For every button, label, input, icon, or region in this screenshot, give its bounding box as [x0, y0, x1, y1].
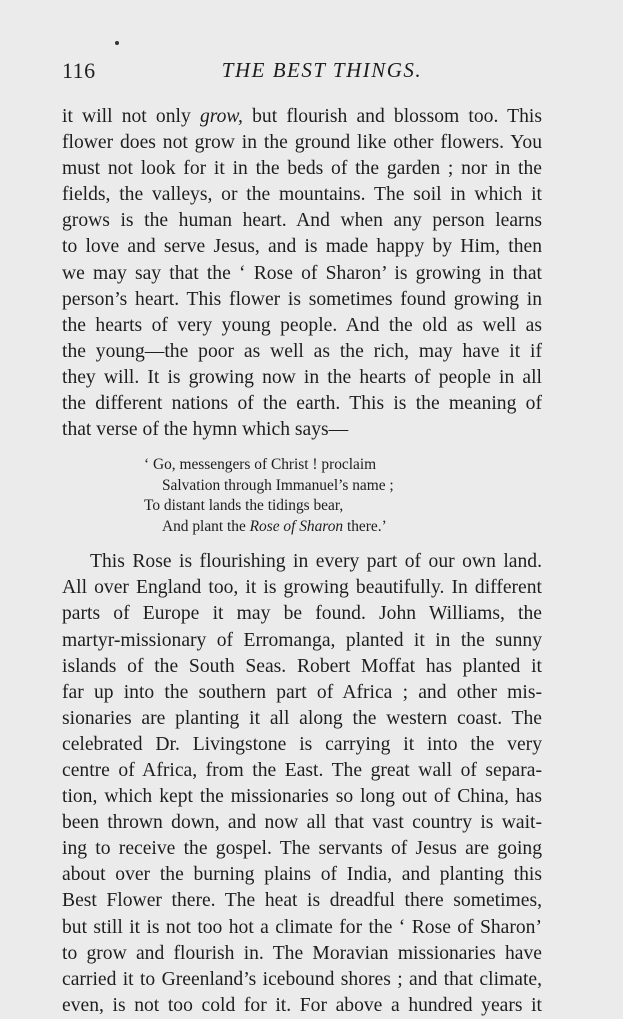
text-line: tion, which kept the missionaries so long out of China, has	[62, 786, 542, 808]
text-line: grows is the human heart. And when any person learns	[62, 210, 542, 232]
text-line: centre of Africa, from the East. The great wall of separa-	[62, 759, 542, 781]
text-run: there.’	[343, 517, 387, 535]
text-line: person’s heart. This flower is sometimes found growing in	[62, 288, 542, 310]
text-line: sionaries are planting it all along the western coast. The	[62, 707, 542, 729]
text-line: This Rose is flourishing in every part of our own land.	[90, 551, 542, 573]
page-number: 116	[62, 58, 96, 83]
text-line	[62, 104, 542, 130]
paragraph-1	[62, 104, 542, 443]
text-line: ing to receive the gospel. The servants of Jesus are going	[62, 838, 542, 860]
text-line: that verse of the hymn which says—	[62, 419, 349, 441]
text-line: about over the burning plains of India, and planting this	[62, 864, 542, 886]
text-line: they will. It is growing now in the hearts of people in all	[62, 366, 542, 388]
text-run: And plant the	[162, 517, 250, 535]
poem-line: ‘ Go, messengers of Christ ! proclaim	[144, 456, 377, 474]
text-line: martyr-missionary of Erromanga, planted it in the sunny	[62, 629, 542, 651]
poem-line: Salvation through Immanuel’s name ;	[162, 476, 394, 494]
text-line: islands of the South Seas. Robert Moffat has planted it	[62, 655, 542, 677]
text-line: All over England too, it is growing beautifully. In different	[62, 577, 542, 599]
text-line: but still it is not too hot a climate for the ‘ Rose of Sharon’	[62, 916, 542, 938]
print-speck	[115, 41, 119, 45]
poem-line: To distant lands the tidings bear,	[144, 497, 344, 515]
running-title: THE BEST THINGS.	[221, 58, 423, 82]
text-line: the hearts of very young people. And the old as well as	[62, 314, 542, 336]
text-line: even, is not too cold for it. For above a hundred years it	[62, 994, 542, 1016]
body-text	[62, 104, 542, 1019]
text-line: must not look for it in the beds of the garden ; nor in the	[62, 158, 542, 180]
poem-line	[144, 517, 542, 538]
text-line: parts of Europe it may be found. John Williams, the	[62, 603, 542, 625]
text-line: to love and serve Jesus, and is made happy by Him, then	[62, 236, 542, 258]
paragraph-2	[62, 549, 542, 1019]
text-line: the young—the poor as well as the rich, may have it if	[62, 340, 542, 362]
text-line: to grow and flourish in. The Moravian missionaries have	[62, 942, 542, 964]
text-line: been thrown down, and now all that vast country is wait-	[62, 812, 542, 834]
text-line: carried it to Greenland’s icebound shores ; and that climate,	[62, 968, 542, 990]
text-line: flower does not grow in the ground like other flowers. You	[62, 132, 542, 154]
emphasis-text: grow,	[199, 106, 243, 127]
hymn-quotation	[62, 455, 542, 537]
emphasis-text: Rose of Sharon	[249, 517, 344, 535]
page-header	[62, 58, 542, 88]
text-line: we may say that the ‘ Rose of Sharon’ is growing in that	[62, 262, 542, 284]
text-line: celebrated Dr. Livingstone is carrying it into the very	[62, 733, 542, 755]
text-line: the different nations of the earth. This is the meaning of	[62, 393, 542, 415]
text-run: it will not only	[62, 106, 200, 127]
text-line: far up into the southern part of Africa ; and other mis-	[62, 681, 542, 703]
text-line: fields, the valleys, or the mountains. The soil in which it	[62, 184, 542, 206]
text-line: Best Flower there. The heat is dreadful there sometimes,	[62, 890, 542, 912]
text-run: but flourish and blossom too. This	[242, 106, 542, 127]
